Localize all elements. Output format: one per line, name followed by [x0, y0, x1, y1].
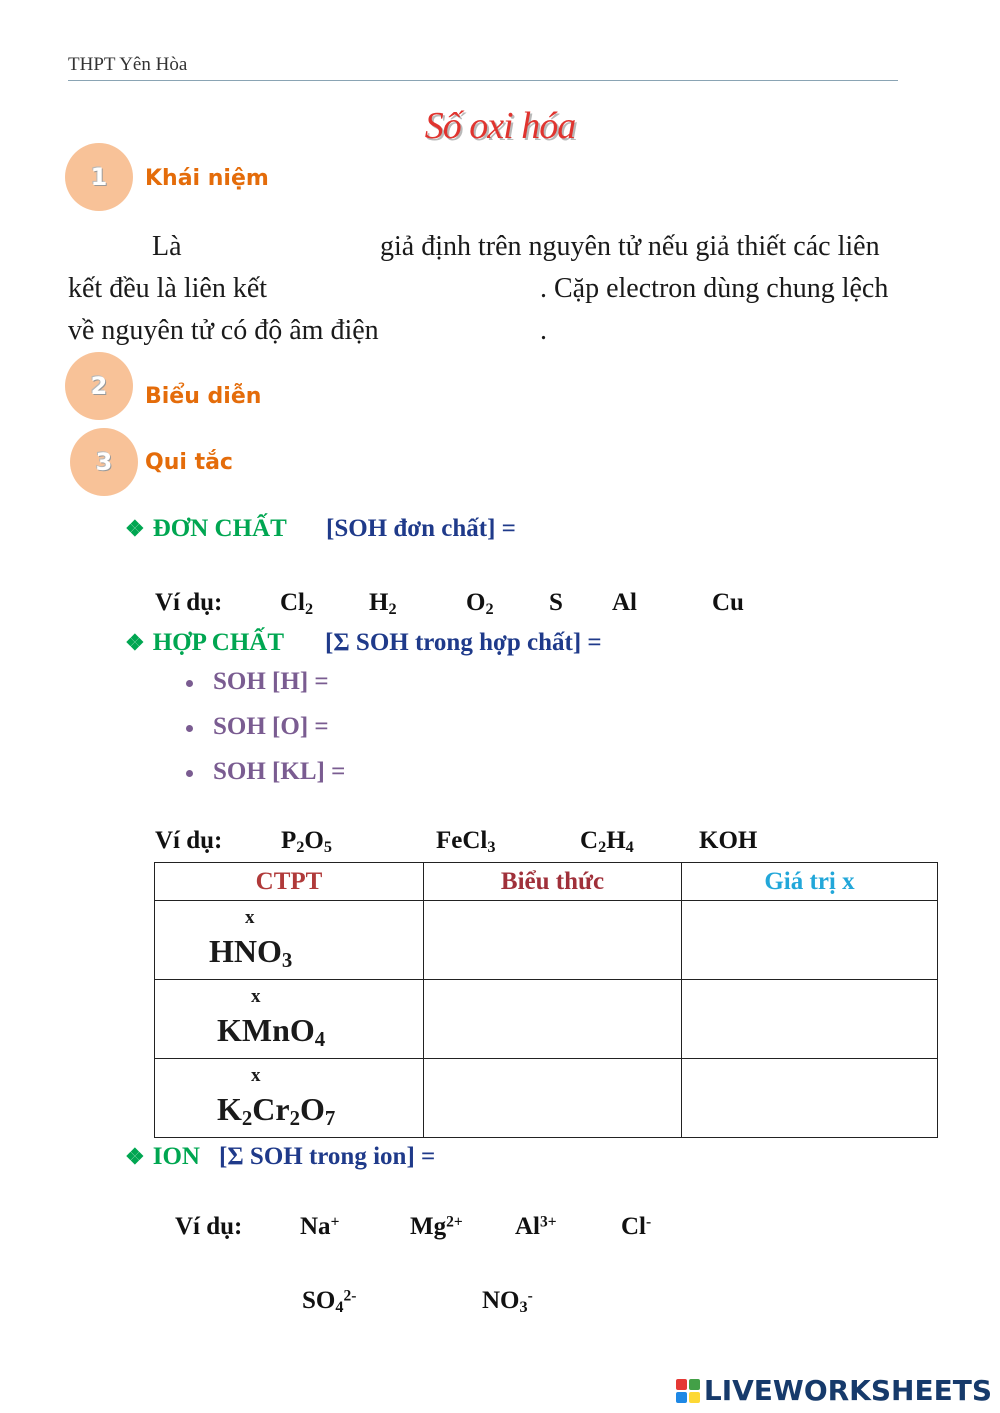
x-marker: x [251, 986, 261, 1007]
definition-text: giả định trên nguyên tử nếu giả thiết các liên [380, 231, 880, 262]
example-formula: $H_2$ [369, 589, 397, 619]
section-title: Qui tắc [145, 450, 233, 475]
example-formula: KOH [699, 827, 758, 854]
formula-cell [155, 980, 424, 1059]
logo-icon [676, 1379, 700, 1403]
page-title: Số oxi hóa [424, 105, 576, 147]
diamond-bullet-icon: ❖ [125, 516, 145, 541]
example-ion: Cl- [621, 1213, 652, 1240]
liveworksheets-logo: LIVEWORKSHEETS [676, 1374, 992, 1407]
diamond-bullet-icon: ❖ [125, 1144, 145, 1169]
rule-formula: [SOH đơn chất] = [326, 515, 516, 542]
rule-label: HỢP CHẤT [152, 629, 284, 656]
definition-text: . [540, 315, 547, 346]
value-cell[interactable] [682, 980, 938, 1059]
bullet-dot-icon [186, 770, 193, 777]
value-cell[interactable] [682, 1059, 938, 1138]
formula-cell [155, 1059, 424, 1138]
section-title: Khái niệm [145, 166, 269, 191]
expression-cell[interactable] [424, 901, 682, 980]
example-ion: $Mg^{2+}$ [410, 1213, 463, 1240]
diamond-bullet-icon: ❖ [125, 630, 145, 655]
section-number-badge [70, 428, 138, 496]
oxidation-table [154, 862, 938, 1138]
column-header: Biểu thức [424, 863, 682, 901]
example-formula: FeCl$_3$ [436, 827, 496, 857]
table-row [155, 980, 938, 1059]
rule-hop-chat [125, 629, 284, 657]
table-row [155, 1059, 938, 1138]
example-ion: $NO_3^-$ [482, 1287, 533, 1317]
rule-ion [125, 1143, 200, 1171]
formula-cell [155, 901, 424, 980]
bullet-dot-icon [186, 725, 193, 732]
table-row [155, 901, 938, 980]
section-number: 1 [90, 163, 108, 191]
definition-text: . Cặp electron dùng chung lệch [540, 273, 889, 304]
bullet-dot-icon [186, 680, 193, 687]
expression-cell[interactable] [424, 1059, 682, 1138]
formula-text: $K_2Cr_2O_7$ [217, 1091, 336, 1131]
expression-cell[interactable] [424, 980, 682, 1059]
example-formula: S [549, 589, 563, 616]
section-number: 2 [90, 372, 108, 400]
definition-text: về nguyên tử có độ âm điện [68, 315, 379, 346]
example-ion: $SO_4^{2-}$ [302, 1287, 357, 1317]
rule-don-chat [125, 515, 287, 543]
school-name: THPT Yên Hòa [68, 54, 188, 75]
rule-label: ION [152, 1143, 200, 1170]
section-number-badge [65, 352, 133, 420]
value-cell[interactable] [682, 901, 938, 980]
example-formula: $O_2$ [466, 589, 494, 619]
example-formula: Al [612, 589, 637, 616]
bullet-item: SOH [O] = [186, 713, 329, 741]
example-label: Ví dụ: [155, 827, 223, 854]
formula-text: KMnO$_4$ [217, 1012, 326, 1052]
section-title: Biểu diễn [145, 384, 262, 409]
definition-text: kết đều là liên kết [68, 273, 268, 304]
header-divider [68, 80, 898, 81]
table-header-row [155, 863, 938, 901]
example-label: Ví dụ: [175, 1213, 243, 1240]
rule-formula: [Σ SOH trong ion] = [219, 1143, 436, 1170]
rule-label: ĐƠN CHẤT [152, 515, 287, 542]
x-marker: x [245, 907, 255, 928]
example-label: Ví dụ: [155, 589, 223, 616]
x-marker: x [251, 1065, 261, 1086]
bullet-item: SOH [H] = [186, 668, 329, 696]
example-ion: Na+ [300, 1213, 340, 1240]
column-header: Giá trị x [682, 863, 938, 901]
example-formula: $P_2O_5$ [281, 827, 332, 857]
rule-formula: [Σ SOH trong hợp chất] = [325, 629, 602, 656]
example-ion: $Al^{3+}$ [515, 1213, 557, 1240]
section-number: 3 [95, 448, 113, 476]
example-formula: $C_2H_4$ [580, 827, 634, 857]
definition-text: Là [152, 231, 182, 262]
bullet-item: SOH [KL] = [186, 758, 345, 786]
example-formula: Cu [712, 589, 744, 616]
column-header: CTPT [155, 863, 424, 901]
section-number-badge [65, 143, 133, 211]
example-formula: $Cl_2$ [280, 589, 314, 619]
formula-text: $HNO_3$ [209, 933, 293, 973]
